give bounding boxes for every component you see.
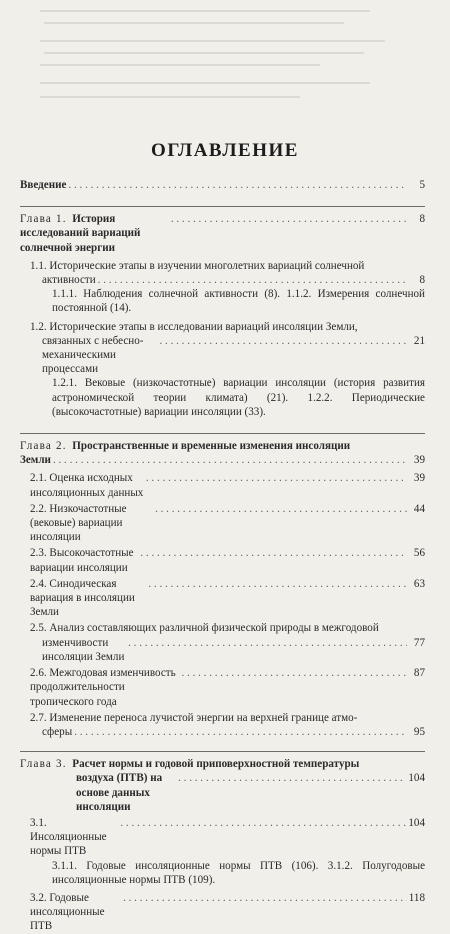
table-of-contents [20, 178, 425, 934]
section-title: Высокочастотные вариации инсоляции [30, 547, 134, 574]
dot-leader [155, 502, 407, 516]
bleed-through-text [0, 0, 450, 110]
dot-leader [68, 178, 407, 192]
page-number: 56 [413, 547, 425, 560]
chapter-label: Глава 1. [20, 213, 67, 226]
page-title: ОГЛАВЛЕНИЕ [151, 140, 299, 161]
dot-leader [178, 771, 406, 785]
page-number: 118 [408, 891, 425, 904]
page-number: 63 [413, 577, 425, 590]
section-title: Межгодовая изменчивость продолжительности тропического года [30, 667, 176, 708]
toc-section-2-3[interactable]: 2.3. Высокочастотные вариации инсоляции . . . 56 [20, 546, 425, 574]
toc-section-1-1[interactable]: 1.1. Исторические этапы в изучении многолетних вариаций солнечной активности . . . 8 1.1.1. Наблюдения солнечной активности (8). 1.1.2. Измерения солнечной постоянной (14). [20, 259, 425, 316]
page-number: 44 [413, 502, 425, 515]
chapter-title: Пространственные и временные изменения инсоляции [72, 440, 351, 453]
page-number: 5 [419, 179, 425, 191]
divider [20, 206, 425, 207]
dot-leader [123, 891, 407, 905]
dot-leader [74, 725, 407, 739]
dot-leader [98, 273, 407, 287]
page-number: 104 [408, 772, 425, 785]
divider [20, 751, 425, 752]
dot-leader [181, 666, 407, 680]
section-title: Оценка исходных инсоляционных данных [30, 472, 144, 499]
toc-section-2-7[interactable]: 2.7. Изменение переноса лучистой энергии на верхней границе атмо- сферы . . . 95 [20, 711, 425, 739]
page-number: 77 [413, 636, 425, 649]
chapter-label: Глава 2. [20, 440, 67, 453]
subsection-list: 3.1.1. Годовые инсоляционные нормы ПТВ (106). 3.1.2. Полугодовые инсоляционные нормы ПТВ (109). [52, 859, 425, 886]
page-number: 39 [413, 454, 425, 467]
dot-leader [171, 212, 407, 226]
chapter-title: Расчет нормы и годовой приповерхностной температуры [72, 758, 360, 771]
toc-chapter-2[interactable]: Глава 2. Пространственные и временные изменения инсоляции Земли . . . 39 [20, 439, 425, 467]
subsection-list: 1.2.1. Вековые (низкочастотные) вариации инсоляции (история развития астрономической теории климата) (21). 1.2.2. Периодические (высокочастотные) вариации инсоляции (33). [52, 377, 425, 418]
toc-section-2-1[interactable]: 2.1. Оценка исходных инсоляционных данных . . . 39 [20, 471, 425, 499]
dot-leader [148, 577, 407, 591]
toc-section-2-2[interactable]: 2.2. Низкочастотные (вековые) вариации инсоляции . . . 44 [20, 502, 425, 545]
divider [20, 433, 425, 434]
toc-section-2-6[interactable]: 2.6. Межгодовая изменчивость продолжительности тропического года . . . 87 [20, 666, 425, 709]
dot-leader [128, 636, 407, 650]
page-number: 39 [413, 472, 425, 485]
toc-section-3-1[interactable]: 3.1. Инсоляционные нормы ПТВ . . . 104 3.1.1. Годовые инсоляционные нормы ПТВ (106). 3.1.2. Полугодовые инсоляционные нормы ПТВ (109). [20, 816, 425, 887]
subsection-list: 1.1.1. Наблюдения солнечной активности (8). 1.1.2. Измерения солнечной постоянной (14). [52, 288, 425, 315]
page-number: 8 [419, 274, 425, 287]
toc-section-1-2[interactable]: 1.2. Исторические этапы в исследовании вариаций инсоляции Земли, связанных с небесно-механическими процессами . . . 21 1.2.1. Вековые (низкочастотные) вариации инсоляции (история развития астрономической теории климата) (21). 1.2.2. Периодические (высокочастотные) вариации инсоляции (33). [20, 320, 425, 419]
page-number: 95 [413, 725, 425, 738]
dot-leader [53, 453, 407, 467]
toc-chapter-3[interactable]: Глава 3. Расчет нормы и годовой приповерхностной температуры воздуха (ПТВ) на основе данных инсоляции . . . 104 [20, 757, 425, 814]
page-number: 8 [419, 213, 425, 226]
dot-leader [159, 334, 407, 348]
toc-section-2-5[interactable]: 2.5. Анализ составляющих различной физической природы в межгодовой изменчивости инсоляции Земли . . . 77 [20, 621, 425, 664]
section-title: Исторические этапы в изучении многолетних вариаций солнечной [49, 259, 365, 272]
page-number: 87 [413, 667, 425, 680]
toc-section-3-2[interactable]: 3.2. Годовые инсоляционные ПТВ . . . 118 [20, 891, 425, 934]
section-title: Инсоляционные нормы ПТВ [30, 831, 107, 858]
dot-leader [140, 546, 407, 560]
toc-intro-label: Введение [20, 179, 67, 191]
chapter-label: Глава 3. [20, 758, 67, 771]
toc-entry-intro[interactable] [20, 178, 425, 192]
page-number: 104 [408, 816, 425, 829]
section-title: Исторические этапы в исследовании вариаций инсоляции Земли, [49, 320, 358, 333]
chapter-title: История исследований вариаций солнечной энергии [20, 213, 141, 254]
section-title: Анализ составляющих различной физической природы в межгодовой [49, 622, 379, 635]
dot-leader [146, 471, 407, 485]
page-number: 21 [413, 334, 425, 347]
section-title: Низкочастотные (вековые) вариации инсоляции [30, 502, 127, 544]
section-title: Изменение переноса лучистой энергии на верхней границе атмо- [49, 711, 358, 724]
toc-chapter-1[interactable] [20, 212, 425, 255]
section-title: Годовые инсоляционные ПТВ [30, 891, 105, 933]
section-title: Синодическая вариация в инсоляции Земли [30, 577, 135, 619]
dot-leader [120, 816, 406, 830]
toc-section-2-4[interactable]: 2.4. Синодическая вариация в инсоляции Земли . . . 63 [20, 577, 425, 620]
